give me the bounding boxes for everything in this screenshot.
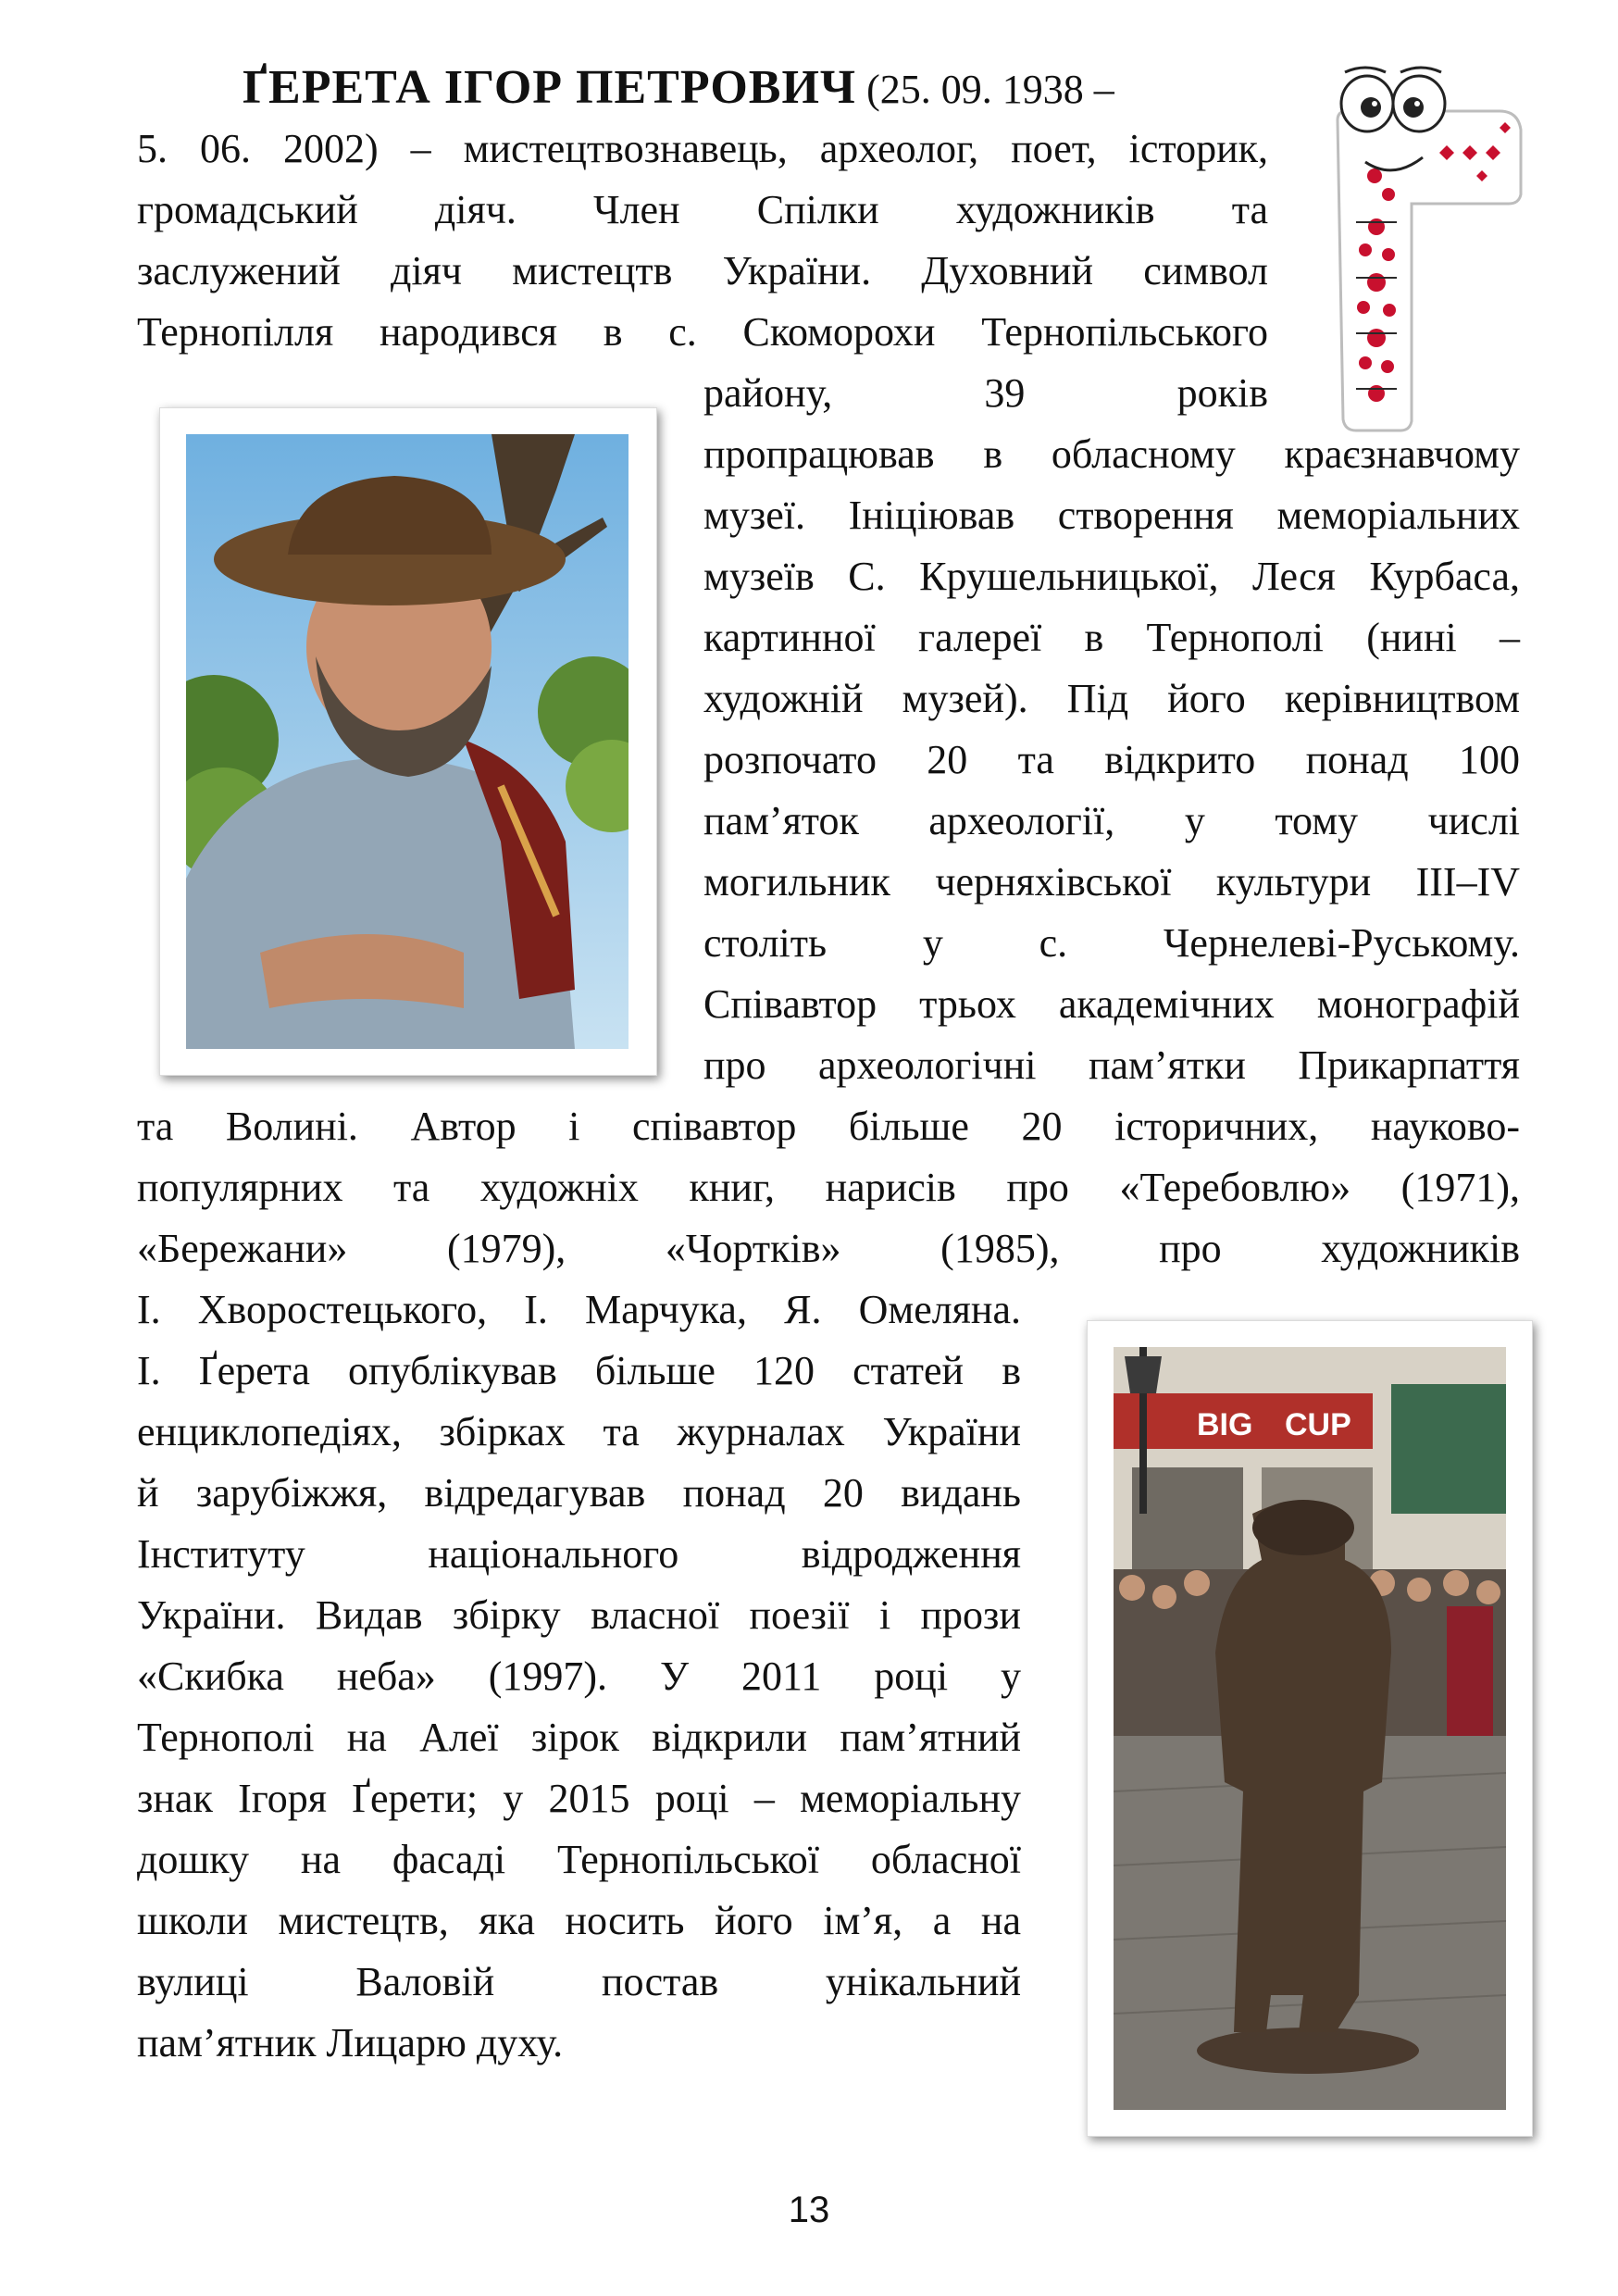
text-line: про археологічні пам’ятки Прикарпаття bbox=[703, 1042, 1520, 1088]
sign-cup: CUP bbox=[1285, 1407, 1351, 1442]
text-line: Співавтор трьох академічних монографій bbox=[703, 981, 1520, 1027]
text-line: дошку на фасаді Тернопільської обласної bbox=[137, 1837, 1021, 1882]
text-line: Тернополі на Алеї зірок відкрили пам’ятний bbox=[137, 1715, 1021, 1760]
text-line: пропрацював в обласному краєзнавчому bbox=[703, 431, 1520, 477]
text-line: пам’яток археології, у тому числі bbox=[703, 798, 1520, 843]
text-line: музеїв С. Крушельницької, Леся Курбаса, bbox=[703, 554, 1520, 599]
monument-photo-frame bbox=[1087, 1320, 1533, 2137]
sign-big: BIG bbox=[1197, 1407, 1253, 1442]
title-line bbox=[243, 57, 1268, 119]
portrait-photo bbox=[186, 434, 629, 1049]
text-line: України. Видав збірку власної поезії і прози bbox=[137, 1592, 1021, 1638]
monument-photo bbox=[1114, 1347, 1506, 2110]
text-line: художній музей). Під його керівництвом bbox=[703, 676, 1520, 721]
text-line: школи мистецтв, яка носить його ім’я, а на bbox=[137, 1898, 1021, 1943]
text-line: заслужений діяч мистецтв України. Духовний символ bbox=[137, 248, 1268, 293]
text-line: громадський діяч. Член Спілки художників та bbox=[137, 187, 1268, 232]
text-line: розпочато 20 та відкрито понад 100 bbox=[703, 737, 1520, 782]
decorative-letter-ghe-icon bbox=[1301, 65, 1541, 435]
monument-image bbox=[1114, 1347, 1506, 2110]
text-line: району, 39 років bbox=[703, 370, 1268, 416]
text-line: знак Ігоря Ґерети; у 2015 році – меморіальну bbox=[137, 1776, 1021, 1821]
text-line: вулиці Валовій постав унікальний bbox=[137, 1959, 1021, 2004]
portrait-photo-frame bbox=[159, 407, 657, 1076]
text-line: «Бережани» (1979), «Чортків» (1985), про художників bbox=[137, 1226, 1520, 1271]
text-line: музеї. Ініціював створення меморіальних bbox=[703, 493, 1520, 538]
text-line: 5. 06. 2002) – мистецтвознавець, археолог, поет, історик, bbox=[137, 126, 1268, 171]
page-number: 13 bbox=[788, 2190, 830, 2230]
text-line: (25. 09. 1938 – bbox=[856, 67, 1114, 112]
text-line: «Скибка неба» (1997). У 2011 році у bbox=[137, 1653, 1021, 1699]
text-line: І. Ґерета опублікував більше 120 статей в bbox=[137, 1348, 1021, 1393]
text-line: могильник черняхівської культури III–IV bbox=[703, 859, 1520, 905]
text-line: картинної галереї в Тернополі (нині – bbox=[703, 615, 1520, 660]
text-line: І. Хворостецького, І. Марчука, Я. Омеляна. bbox=[137, 1287, 1021, 1332]
text-line: пам’ятник Лицарю духу. bbox=[137, 2020, 564, 2065]
text-line: століть у с. Чернелеві-Руському. bbox=[703, 920, 1520, 966]
person-name: ҐЕРЕТА ІГОР ПЕТРОВИЧ bbox=[243, 61, 857, 114]
text-line: та Волині. Автор і співавтор більше 20 історичних, науково- bbox=[137, 1104, 1520, 1149]
text-line: популярних та художніх книг, нарисів про «Теребовлю» (1971), bbox=[137, 1165, 1520, 1210]
portrait-image bbox=[186, 434, 629, 1049]
text-line: енциклопедіях, збірках та журналах України bbox=[137, 1409, 1021, 1454]
text-line: Інституту національного відродження bbox=[137, 1531, 1021, 1577]
text-line: й зарубіжжя, відредагував понад 20 видань bbox=[137, 1470, 1021, 1516]
text-line: Тернопілля народився в с. Скоморохи Тернопільського bbox=[137, 309, 1268, 355]
